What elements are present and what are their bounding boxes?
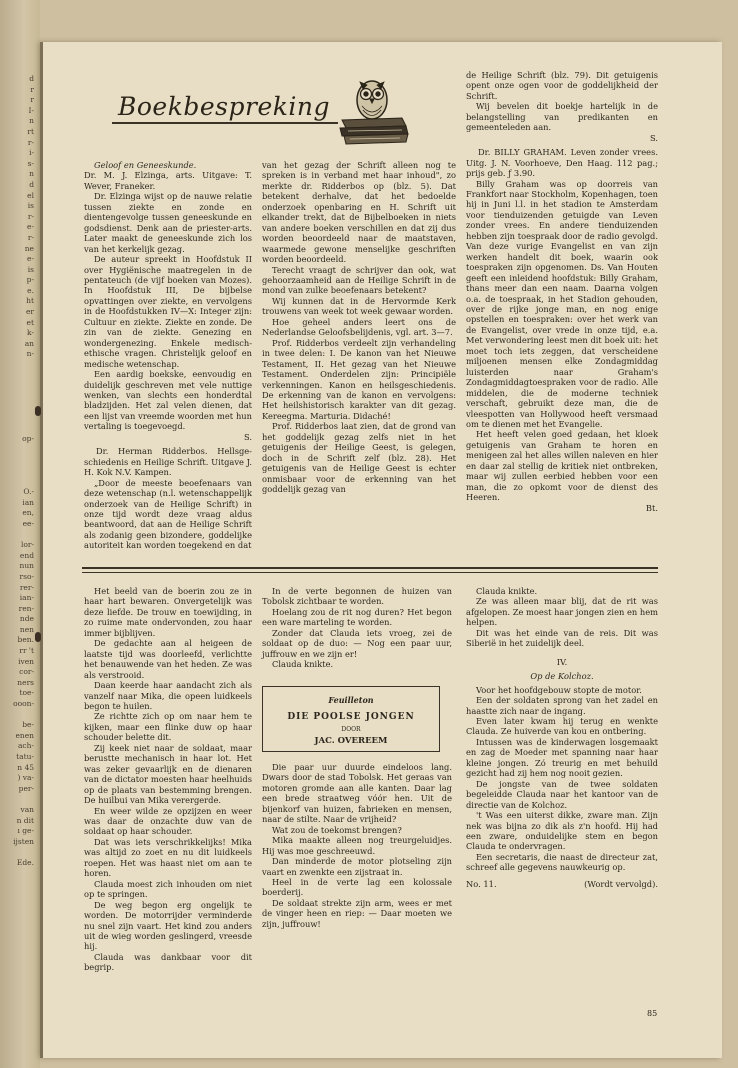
feuilleton-column-1 [84,586,252,973]
feuilleton-3b-paragraph: Een secretaris, die naast de directeur zat, schreef alle gegevens nauwkeurig op. [466,851,658,873]
punch-hole-bottom [35,632,41,642]
feuilleton-1-paragraph: De weg begon erg ongelijk te worden. De motorrijder verminderde nu snel zijn vaart. Het kind zou anders uit de wieg worden geslingerd, vreesde hij. [84,899,252,952]
previous-page-text-fragments: d r r I- n rt r- i- s- n d el is r- e- r- ne e- is p- e. ht er et k- an n- op- O.- ian en, ee- lor- end nun rso- rer- ian- ren- nde nen ben. rr 't iven cor- ners toe- ooon- be- enen ach- tatu- n 45 ) va- per- van n dit ı ge- ijsten Ede. [13,74,34,867]
feuilleton-1-paragraph: Daan keerde haar aandacht zich als vanzelf naar Mika, die opeen luidkeels begon te huilen. [84,680,252,711]
feuilleton-column-2-bottom [262,762,452,929]
feuilleton-3b-paragraph: De jongste van de twee soldaten begeleidde Clauda naar het kantoor van de directie van de Kolchoz. [466,778,658,810]
punch-hole-top [35,406,41,416]
feuilleton-2b-paragraph: Mika maakte alleen nog treurgeluidjes. Hij was moe geschreeuwd. [262,835,452,856]
binding-gutter [40,42,43,1058]
review-1-paragraph: Dr. M. J. Elzinga, arts. Uitgave: T. Wever, Franeker. [84,170,252,191]
feuilleton-2b-paragraph: Die paar uur duurde eindeloos lang. Dwars door de stad Tobolsk. Het geraas van motoren gromde aan alle kanten. Daar lag een brede straatweg vóór hen. Uit de bijenkorf van huizen, fabrieken en mensen, naar de stilte. Naar de vrijheid? [262,762,452,825]
feuilleton-1-paragraph: Het beeld van de boerin zou ze in haar hart bewaren. Onvergetelijk was deze liefde. De trouw en toewijding, in zo ruime mate ondervonden, zou haar immer bijblijven. [84,586,252,638]
section-title-boekbespreking: Boekbespreking [118,92,330,121]
review-2-paragraph: Terecht vraagt de schrijver dan ook, wat gehoorzaamheid aan de Heilige Schrift in de mond van zulke beoefenaars betekent? [262,264,456,296]
review-2-paragraph: Prof. Ridderbos verdeelt zijn verhandeling in twee delen: I. De kanon van het Nieuwe Testament, II. Het gezag van het Nieuwe Testament. Onderdelen zijn: Principiële verkenningen. Kanon en heilsgeschiedenis. De erkenning van de kanon en vervolgens: Het heilshistorisch karakter van dit gezag. Kereegma. Marturia. Didaché! [262,337,456,421]
section-divider-bottom [82,572,658,573]
review-1-paragraph: „Door de meeste beoefenaars van deze wetenschap (n.l. wetenschappelijk onderzoek van de Heilige Schrift) in onze tijd wordt deze vraag aldus beantwoord, dat aan de Heilige Schrift als zodanig geen bizondere, goddelijke autoriteit kan worden toegekend en dat [84,477,252,551]
review-1-paragraph: Dr. Herman Ridderbos. Hellsge-schiedenis en Heilige Schrift. Uitgave J. H. Kok N.V. Kampen. [84,446,252,478]
feuilleton-1-paragraph: Ze richtte zich op om naar hem te kijken, maar een flinke duw op haar schouder belette dit. [84,711,252,743]
review-column-3 [466,70,658,513]
feuilleton-label: Feuilleton [328,695,374,705]
feuilleton-3b-paragraph: 't Was een uiterst dikke, zware man. Zijn nek was bijna zo dik als z'n hoofd. Hij had een zware, onduidelijke stem en begon Clauda te ondervragen. [466,810,658,852]
feuilleton-3a-paragraph: Clauda knikte. [476,586,538,596]
feuilleton-2b-paragraph: Dan minderde de motor plotseling zijn vaart en zwenkte een zijstraat in. [262,856,452,877]
feuilleton-title: DIE POOLSE JONGEN [287,712,415,722]
review-column-1 [84,160,252,551]
feuilleton-2b-paragraph: De soldaat strekte zijn arm, wees er met de vinger heen en riep: — Daar moeten we zijn, juffrouw! [262,897,452,929]
feuilleton-2a-paragraph: Clauda knikte. [272,659,334,670]
title-underline [112,122,338,124]
feuilleton-3b-paragraph: Intussen was de kinderwagen losgemaakt en zag de Moeder met spanning naar haar kleine jongen. Zó treurig en met behuild gezicht had zij hem nog nooit gezien. [466,736,658,779]
review-1-paragraph: Een aardig boekske, eenvoudig en duidelijk geschreven met vele nuttige wenken, van slechts een honderdtal bladzijden. Het zal velen dienen, dat een lijst van vreemde woorden met hun vertaling is toegevoegd. [84,369,252,432]
chapter-title: Op de Kolchoz. [530,671,594,682]
feuilleton-3a-paragraph: Ze was alleen maar blij, dat de rit was afgelopen. Ze moest haar jongen zien en hem helpen. [466,596,658,628]
continuation-footer [466,879,658,889]
review-3-paragraph: de Heilige Schrift (blz. 79). Dit getuigenis opent onze ogen voor de goddelijkheid der Schrift. [466,70,658,101]
review-2-paragraph: Prof. Ridderbos laat zien, dat de grond van het goddelijk gezag zelfs niet in het getuigenis der Heilige Geest, is gelegen, doch in de Schrift zelf (blz. 28). Het getuigenis van de Heilige Geest is echter onmisbaar voor de erkenning van het goddelijk gezag van [262,421,456,495]
feuilleton-3b-paragraph: Even later kwam hij terug en wenkte Clauda. Ze huiverde van kou en ontbering. [466,715,658,737]
feuilleton-column-3 [466,586,658,889]
page-number: 85 [647,1009,658,1018]
feuilleton-1-paragraph: Clauda moest zich inhouden om niet op te springen. [84,878,252,900]
owl-on-books-icon [336,70,414,150]
feuilleton-1-paragraph: En weer wilde ze opzijzen en weer was daar de onzachte duw van de soldaat op haar schouder. [84,805,252,837]
review-3-paragraph: Dr. BILLY GRAHAM. Leven zonder vrees. Uitg. J. N. Voorhoeve, Den Haag. 112 pag.; prijs geb. ƒ 3.90. [466,147,658,179]
review-1-paragraph: Geloof en Geneeskunde. [94,160,197,170]
review-2-paragraph: van het gezag der Schrift alleen nog te spreken is in verband met haar inhoud", zo merkte dr. Ridderbos op (blz. 5). Dat betekent derhalve, dat het bedoelde onderzoek openbaring en H. Schrift uit elkander trekt, dat de Bijbelboeken in niets van andere boeken verschillen en dat zij dus worden beoordeeld naar de maatstaven, waarmede gewone menselijke geschriften worden beoordeeld. [262,160,456,265]
to-be-continued: (Wordt vervolgd). [584,878,658,889]
feuilleton-2b-paragraph: Heel in de verte lag een kolossale boerderij. [262,876,452,898]
chapter-number: IV. [556,656,568,667]
section-divider-top [82,567,658,569]
feuilleton-3a-paragraph: Dit was het einde van de reis. Dit was Siberië in het zuidelijk deel. [466,627,658,649]
issue-number: No. 11. [466,878,497,889]
review-3-paragraph: Wij bevelen dit boekje hartelijk in de belangstelling van predikanten en gemeenteleden aan. [466,101,658,133]
review-column-2 [262,160,456,495]
feuilleton-3b-paragraph: Een der soldaten sprong van het zadel en haastte zich naar de ingang. [466,695,658,716]
review-3-paragraph: Billy Graham was op doorreis van Frankfort naar Stockholm, Kopenhagen, toen hij in Juni l.l. in het stadion te Amsterdam voor tienduizenden getuigde van Leven zonder vrees. En andere tienduizenden hebben zijn toespraak door de radio gevolgd. Van deze vurige Evangelist en van zijn werken handelt dit boek, waarin ook toespraken zijn opgenomen. Ds. Van Houten geeft een inleidend hoofdstuk: Billy Graham, thans meer dan een naam. Daarna volgen o.a. de toespraak, in het Stadion gehouden, over de rijke jonge man, en nog enige opstellen en toespraken: over het werk van de Evangelist, over vrede in onze tijd, e.a. Met verwondering leest men dit boek uit: het moet toch iets zeggen, dat verscheidene miljoenen mensen elke Zondagmiddag luisterden naar Graham's Zondagmiddagtoespraken voor de radio. Alle middelen, die de moderne techniek verschaft, gebruikt deze man, die de vleespotten van Hollywood heeft versmaad om te dienen met het Evangelie. [466,178,658,429]
review-2-paragraph: Wij kunnen dat in de Hervormde Kerk trouwens van week tot week gewaar worden. [262,295,456,317]
review-3-paragraph: S. [649,132,658,143]
feuilleton-title-box [262,686,440,752]
review-3-paragraph: Het heeft velen goed gedaan, het kloek getuigenis van Graham te horen en menigeen zal het alles willen naleven en hier en daar zal stellig de kritiek niet ontbreken, maar wij zullen eerbied hebben voor een man, die zo opkomt voor de dienst des Heeren. [466,429,658,503]
feuilleton-by: DOOR [341,726,361,733]
review-1-paragraph: De auteur spreekt in Hoofdstuk II over Hygiënische maatregelen in de pentateuch (de vijf boeken van Mozes). In Hoofdstuk III, De bijbelse opvattingen over ziekte, en vervolgens in de Hoofdstukken IV—X: Integer zijn: Cultuur en ziekte. Ziekte en zonde. De zin van de ziekte. Genezing en wondergenezing. Enkele medisch-ethische vragen. Christelijk geloof en medische wetenschap. [84,254,252,369]
review-1-paragraph: Dr. Elzinga wijst op de nauwe relatie tussen ziekte en zonde en dientengevolge tussen geneeskunde en godsdienst. Denk aan de priester-arts. Later maakt de geneeskunde zich los van het kerkelijk gezag. [84,191,252,254]
feuilleton-column-2-top [262,586,452,670]
feuilleton-1-paragraph: De gedachte aan al heigeen de laatste tijd was doorleefd, verlichtte het benauwende van het heden. Ze was als verstrooid. [84,638,252,680]
feuilleton-2a-paragraph: In de verte begonnen de huizen van Tobolsk zichtbaar te worden. [262,586,452,607]
feuilleton-author: JAC. OVEREEM [314,736,388,746]
feuilleton-2b-paragraph: Wat zou de toekomst brengen? [272,824,402,835]
review-3-paragraph: Bt. [645,502,658,513]
feuilleton-3b-paragraph: Voor het hoofdgebouw stopte de motor. [476,684,642,695]
feuilleton-1-paragraph: Clauda was dankbaar voor dit begrip. [84,951,252,973]
review-2-paragraph: Hoe geheel anders leert ons de Nederlandse Geloofsbelijdenis, vgl. art. 3—7. [262,316,456,338]
feuilleton-1-paragraph: Zij keek niet naar de soldaat, maar berustte mechanisch in haar lot. Het was zeker gevaarlijk en de dienaren van de dictator moesten haar heelhuids op de plaats van bestemming brengen. De huilbui van Mika verergerde. [84,742,252,806]
feuilleton-1-paragraph: Dat was iets verschrikkelijks! Mika was altijd zo zoet en nu dit luidkeels roepen. Het was haast niet om aan te horen. [84,836,252,879]
feuilleton-2a-paragraph: Zonder dat Clauda iets vroeg, zei de soldaat op de duo: — Nog een paar uur, juffrouw en we zijn er! [262,627,452,659]
review-1-paragraph: S. [243,431,252,442]
feuilleton-2a-paragraph: Hoelang zou de rit nog duren? Het begon een ware marteling te worden. [262,606,452,628]
